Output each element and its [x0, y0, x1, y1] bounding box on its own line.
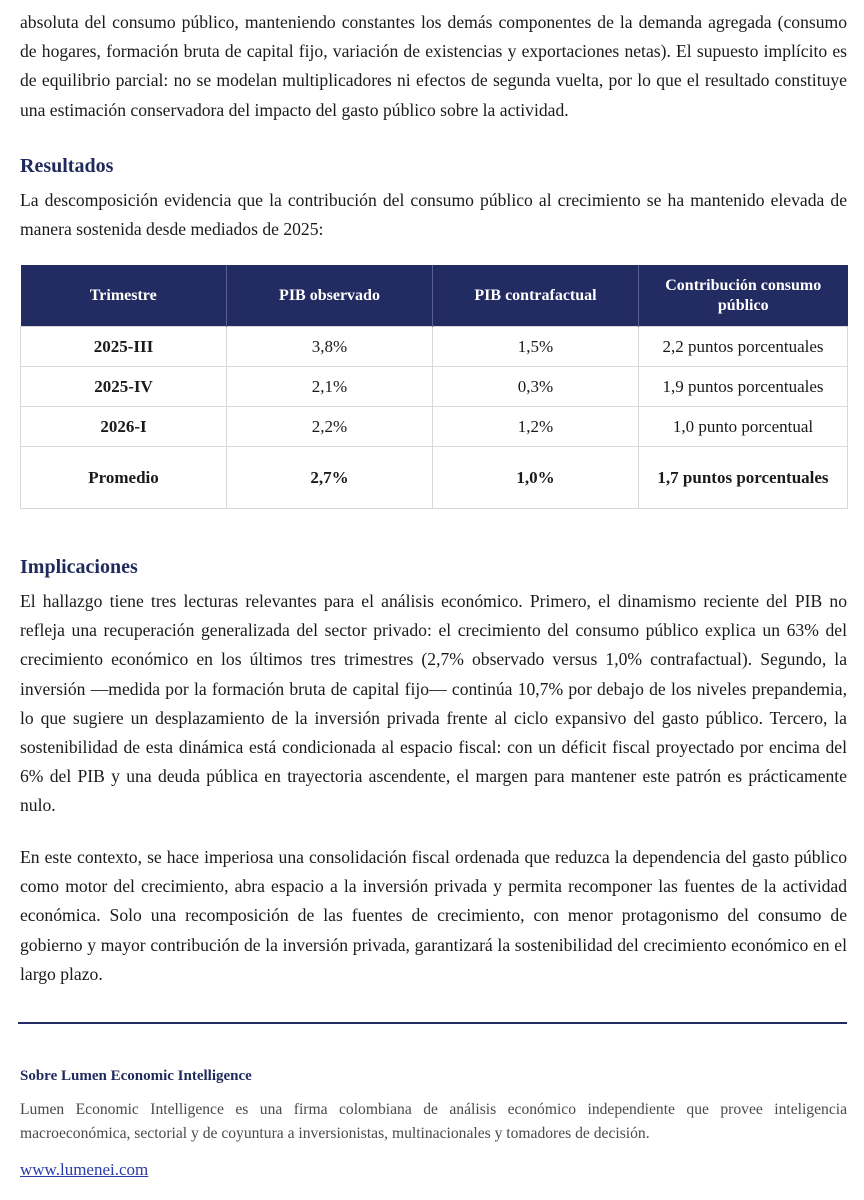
- table-cell: 0,3%: [433, 367, 639, 407]
- table-cell: 1,2%: [433, 407, 639, 447]
- about-paragraph: Lumen Economic Intelligence es una firma colombiana de análisis económico independiente que provee inteligencia macroeconómica, sectorial y de coyuntura a inversionistas, multinacionales y tomadores de decisión.: [20, 1101, 847, 1142]
- section-title-resultados: Resultados: [20, 155, 114, 177]
- about-title: Sobre Lumen Economic Intelligence: [20, 1068, 252, 1084]
- column-header: PIB observado: [227, 265, 433, 327]
- table-cell-quarter: 2025-IV: [21, 367, 227, 407]
- table-average-row: [21, 447, 848, 509]
- table-cell: 1,7 puntos porcentuales: [639, 447, 848, 509]
- table-header-row: [21, 265, 848, 327]
- context-paragraph: En este contexto, se hace imperiosa una consolidación fiscal ordenada que reduzca la dependencia del gasto público como motor del crecimiento, abra espacio a la inversión privada y permita recomponer las fuentes de la actividad económica. Solo una recomposición de las fuentes de crecimiento, con menor protagonismo del consumo de gobierno y mayor contribución de la inversión privada, garantizará la sostenibilidad del crecimiento económico en el largo plazo.: [20, 847, 847, 984]
- table-cell: 2,7%: [227, 447, 433, 509]
- implicaciones-paragraph: El hallazgo tiene tres lecturas relevantes para el análisis económico. Primero, el dinamismo reciente del PIB no refleja una recuperación generalizada del sector privado: el crecimiento del consumo público explica un 63% del crecimiento económico en los últimos tres trimestres (2,7% observado versus 1,0% contrafactual). Segundo, la inversión —medida por la formación bruta de capital fijo— continúa 10,7% por debajo de los niveles prepandemia, lo que sugiere un desplazamiento de la inversión privada frente al ciclo expansivo del gasto público. Tercero, la sostenibilidad de esta dinámica está condicionada al espacio fiscal: con un déficit fiscal proyectado por encima del 6% del PIB y una deuda pública en trayectoria ascendente, el margen para mantener este patrón es prácticamente nulo.: [20, 591, 847, 816]
- table-cell: 2,2 puntos porcentuales: [639, 327, 848, 367]
- table-cell-average-label: Promedio: [21, 447, 227, 509]
- intro-paragraph: absoluta del consumo público, manteniendo constantes los demás componentes de la demanda agregada (consumo de hogares, formación bruta de capital fijo, variación de existencias y exportaciones netas). El supuesto implícito es de equilibrio parcial: no se modelan multiplicadores ni efectos de segunda vuelta, por lo que el resultado constituye una estimación conservadora del impacto del gasto público sobre la actividad.: [20, 12, 847, 120]
- table-cell: 1,9 puntos porcentuales: [639, 367, 848, 407]
- divider: [18, 1022, 847, 1024]
- column-header: Contribución consumo público: [639, 265, 848, 327]
- table-cell: 1,5%: [433, 327, 639, 367]
- table-row: [21, 367, 848, 407]
- results-table: [20, 265, 848, 509]
- table-cell-quarter: 2025-III: [21, 327, 227, 367]
- resultados-paragraph: La descomposición evidencia que la contribución del consumo público al crecimiento se ha mantenido elevada de manera sostenida desde mediados de 2025:: [20, 190, 847, 240]
- table-cell-quarter: 2026-I: [21, 407, 227, 447]
- table-cell: 3,8%: [227, 327, 433, 367]
- column-header: PIB contrafactual: [433, 265, 639, 327]
- table-row: [21, 327, 848, 367]
- table-row: [21, 407, 848, 447]
- column-header: Trimestre: [21, 265, 227, 327]
- website-link[interactable]: www.lumenei.com: [20, 1160, 149, 1179]
- section-title-implicaciones: Implicaciones: [20, 556, 138, 578]
- table-cell: 1,0 punto porcentual: [639, 407, 848, 447]
- table-cell: 2,2%: [227, 407, 433, 447]
- table-cell: 2,1%: [227, 367, 433, 407]
- table-cell: 1,0%: [433, 447, 639, 509]
